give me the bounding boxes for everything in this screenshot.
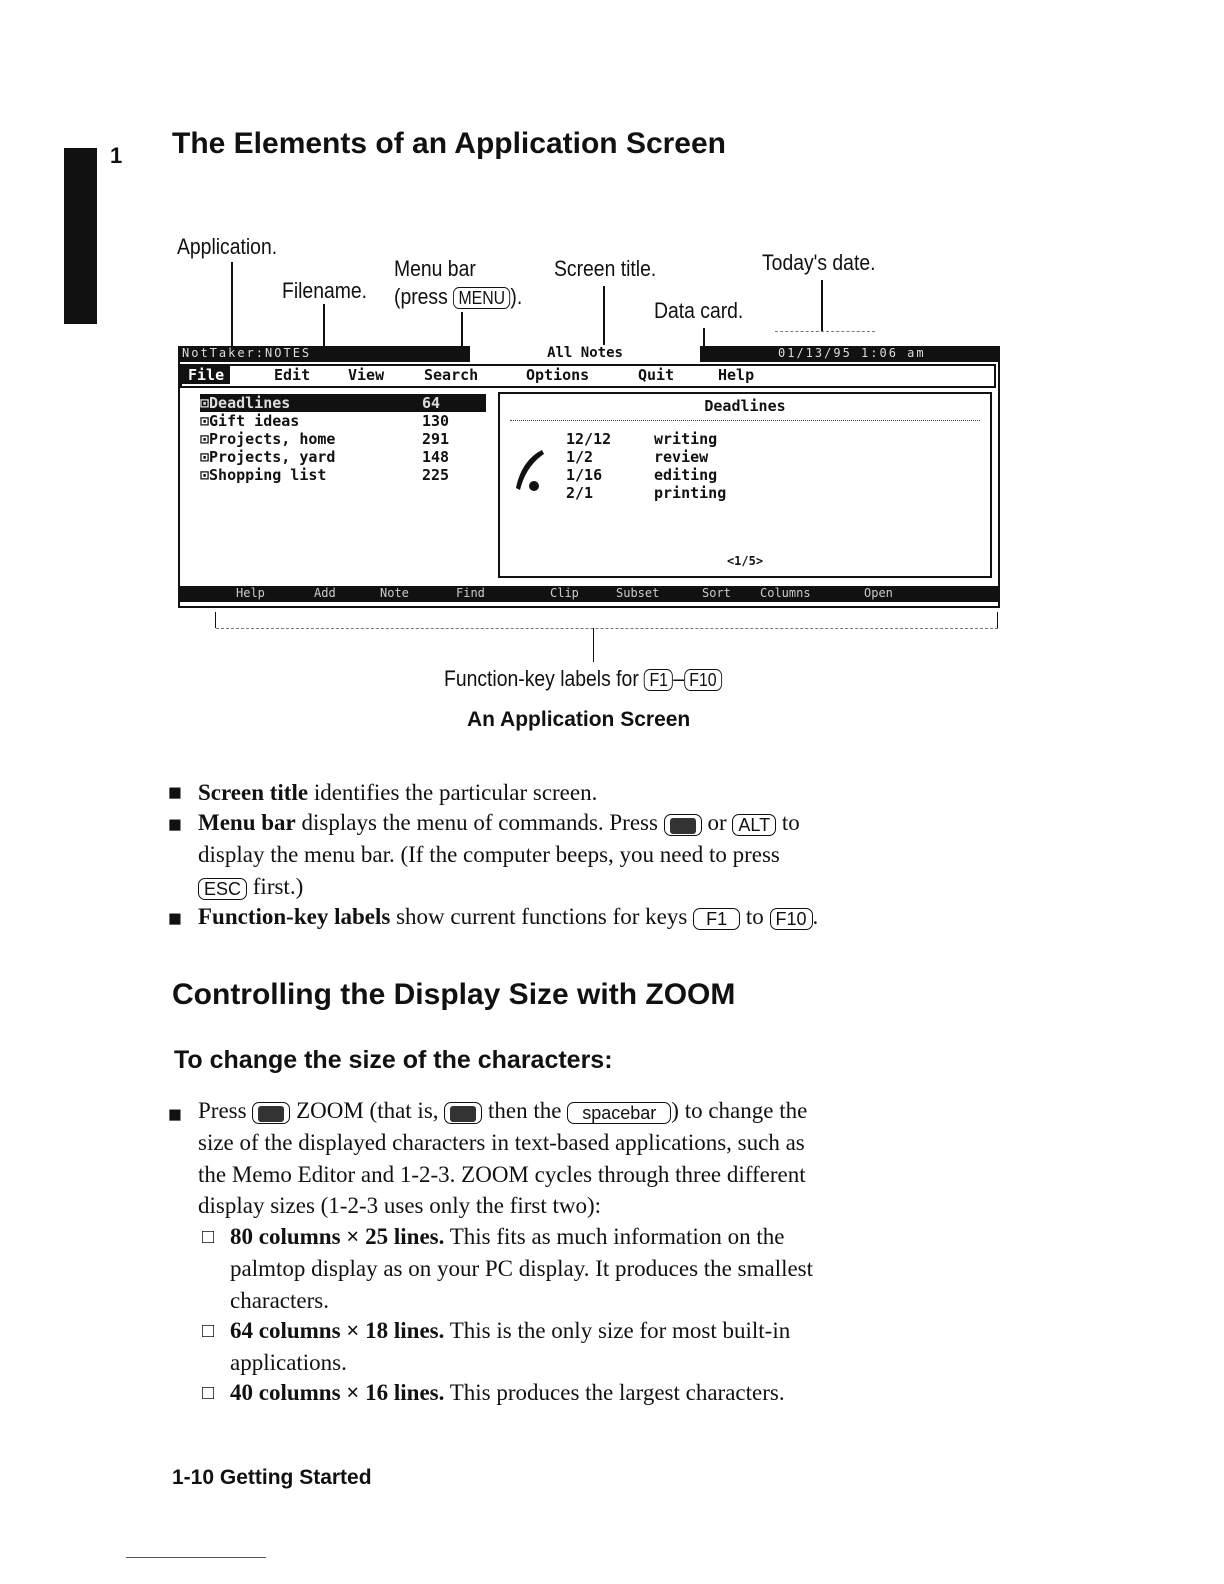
bullet-marker: ■ <box>168 1102 182 1127</box>
callout-menu-press: (press MENU ). <box>394 284 523 309</box>
sub-bullet-marker: □ <box>202 1320 215 1342</box>
quill-icon <box>512 448 546 494</box>
chapter-number: 1 <box>110 143 123 168</box>
bullet-function-keys: Function-key labels show current functions for keys F1 to F10 . <box>198 904 819 929</box>
f1-key: F1 <box>693 908 740 930</box>
menu-bar <box>180 364 996 388</box>
callout-application: Application. <box>177 234 278 259</box>
callout-bracket-right <box>997 612 998 628</box>
zoom-line-3: the Memo Editor and 1-2-3. ZOOM cycles through three different <box>198 1162 806 1187</box>
list-item-selected[interactable]: ⊡Deadlines 64 <box>200 394 486 412</box>
chapter-tab <box>64 148 97 324</box>
f1-key: F1 <box>644 669 673 691</box>
menu-key: MENU <box>453 287 510 309</box>
section-title: The Elements of an Application Screen <box>172 127 727 160</box>
card-pager: <1/5> <box>726 554 764 568</box>
f10-key: F10 <box>770 908 813 930</box>
bullet-marker: ■ <box>168 812 182 837</box>
esc-key: ESC <box>198 878 247 900</box>
list-item[interactable]: ⊡Gift ideas 130 <box>200 412 450 430</box>
callout-bracket-date <box>775 331 875 333</box>
list-item[interactable]: ⊡Projects, yard 148 <box>200 448 450 466</box>
callout-filename: Filename. <box>282 278 368 303</box>
page-footer: 1-10 Getting Started <box>172 1466 372 1489</box>
application-screen <box>178 346 1000 608</box>
callout-menu-bar: Menu bar <box>394 256 476 281</box>
zoom-line-2: size of the displayed characters in text-based applications, such as <box>198 1130 805 1155</box>
callout-line-fkeys <box>593 628 594 662</box>
callout-line-filename <box>323 304 325 346</box>
card-divider <box>510 420 980 421</box>
f10-key: F10 <box>684 669 722 691</box>
screen-title: All Notes <box>470 345 700 362</box>
fn-key-icon <box>252 1102 290 1124</box>
section2-title: Controlling the Display Size with ZOOM <box>172 978 736 1011</box>
callout-line-application <box>231 262 233 346</box>
fn-key-icon <box>444 1102 482 1124</box>
menu-file[interactable]: File <box>182 366 230 384</box>
callout-data-card: Data card. <box>654 298 744 323</box>
menu-view[interactable]: View <box>348 366 385 384</box>
callout-bracket-left <box>215 612 216 628</box>
menu-edit[interactable]: Edit <box>274 366 311 384</box>
bullet-menu-bar-line3: ESC first.) <box>198 872 303 902</box>
bullet-menu-bar: Menu bar displays the menu of commands. Press or ALT to <box>198 810 800 835</box>
zoom-size-80-line3: characters. <box>230 1288 329 1313</box>
zoom-size-80: 80 columns × 25 lines. This fits as much information on the <box>230 1224 785 1249</box>
notes-list <box>200 394 490 484</box>
alt-key: ALT <box>732 814 776 836</box>
fkey-columns[interactable]: Columns <box>760 586 811 600</box>
callout-function-keys: Function-key labels for F1 – F10 <box>444 666 722 692</box>
zoom-size-40: 40 columns × 16 lines. This produces the largest characters. <box>230 1380 785 1405</box>
zoom-size-80-line2: palmtop display as on your PC display. It produces the smallest <box>230 1256 814 1281</box>
fkey-find[interactable]: Find <box>456 586 485 600</box>
spacebar-key: spacebar <box>567 1102 671 1124</box>
sub-bullet-marker: □ <box>202 1226 215 1248</box>
sub-bullet-marker: □ <box>202 1382 215 1404</box>
callout-screen-title: Screen title. <box>554 256 657 281</box>
function-key-bar <box>180 586 998 602</box>
callout-line-screen-title <box>603 286 605 346</box>
menu-search[interactable]: Search <box>424 366 479 384</box>
fkey-add[interactable]: Add <box>314 586 336 600</box>
footer-rule <box>126 1557 266 1558</box>
fkey-note[interactable]: Note <box>380 586 409 600</box>
bullet-screen-title: Screen title identifies the particular screen. <box>198 780 598 805</box>
fkey-clip[interactable]: Clip <box>550 586 579 600</box>
zoom-line-1: Press ZOOM (that is, then the spacebar ) to change the <box>198 1098 808 1123</box>
menu-key-icon <box>664 814 702 836</box>
fkey-sort[interactable]: Sort <box>702 586 731 600</box>
menu-help[interactable]: Help <box>718 366 755 384</box>
menu-quit[interactable]: Quit <box>638 366 675 384</box>
bullet-marker: ■ <box>168 906 182 931</box>
bullet-menu-bar-line2: display the menu bar. (If the computer beeps, you need to press <box>198 842 780 867</box>
callout-todays-date: Today's date. <box>762 250 876 275</box>
list-item[interactable]: ⊡Projects, home 291 <box>200 430 450 448</box>
bullet-marker: ■ <box>168 780 182 805</box>
subheading: To change the size of the characters: <box>174 1046 613 1074</box>
fkey-help[interactable]: Help <box>236 586 265 600</box>
menu-options[interactable]: Options <box>526 366 590 384</box>
fkey-open[interactable]: Open <box>864 586 893 600</box>
fkey-subset[interactable]: Subset <box>616 586 660 600</box>
data-card: Deadlines 12/12 writing 1/2 review 1/16 editing 2/1 printing <1/5> <box>498 392 992 578</box>
zoom-size-64-line2: applications. <box>230 1350 347 1375</box>
callout-line-date <box>821 280 823 332</box>
card-title: Deadlines <box>704 397 786 415</box>
callout-bracket-fkeys <box>216 628 998 630</box>
list-item[interactable]: ⊡Shopping list 225 <box>200 466 450 484</box>
zoom-line-4: display sizes (1-2-3 uses only the first two): <box>198 1193 602 1218</box>
zoom-size-64: 64 columns × 18 lines. This is the only size for most built-in <box>230 1318 791 1343</box>
date-time: 01/13/95 1:06 am <box>778 346 926 360</box>
app-filename: NotTaker:NOTES <box>182 346 312 360</box>
figure-title: An Application Screen <box>467 708 691 731</box>
